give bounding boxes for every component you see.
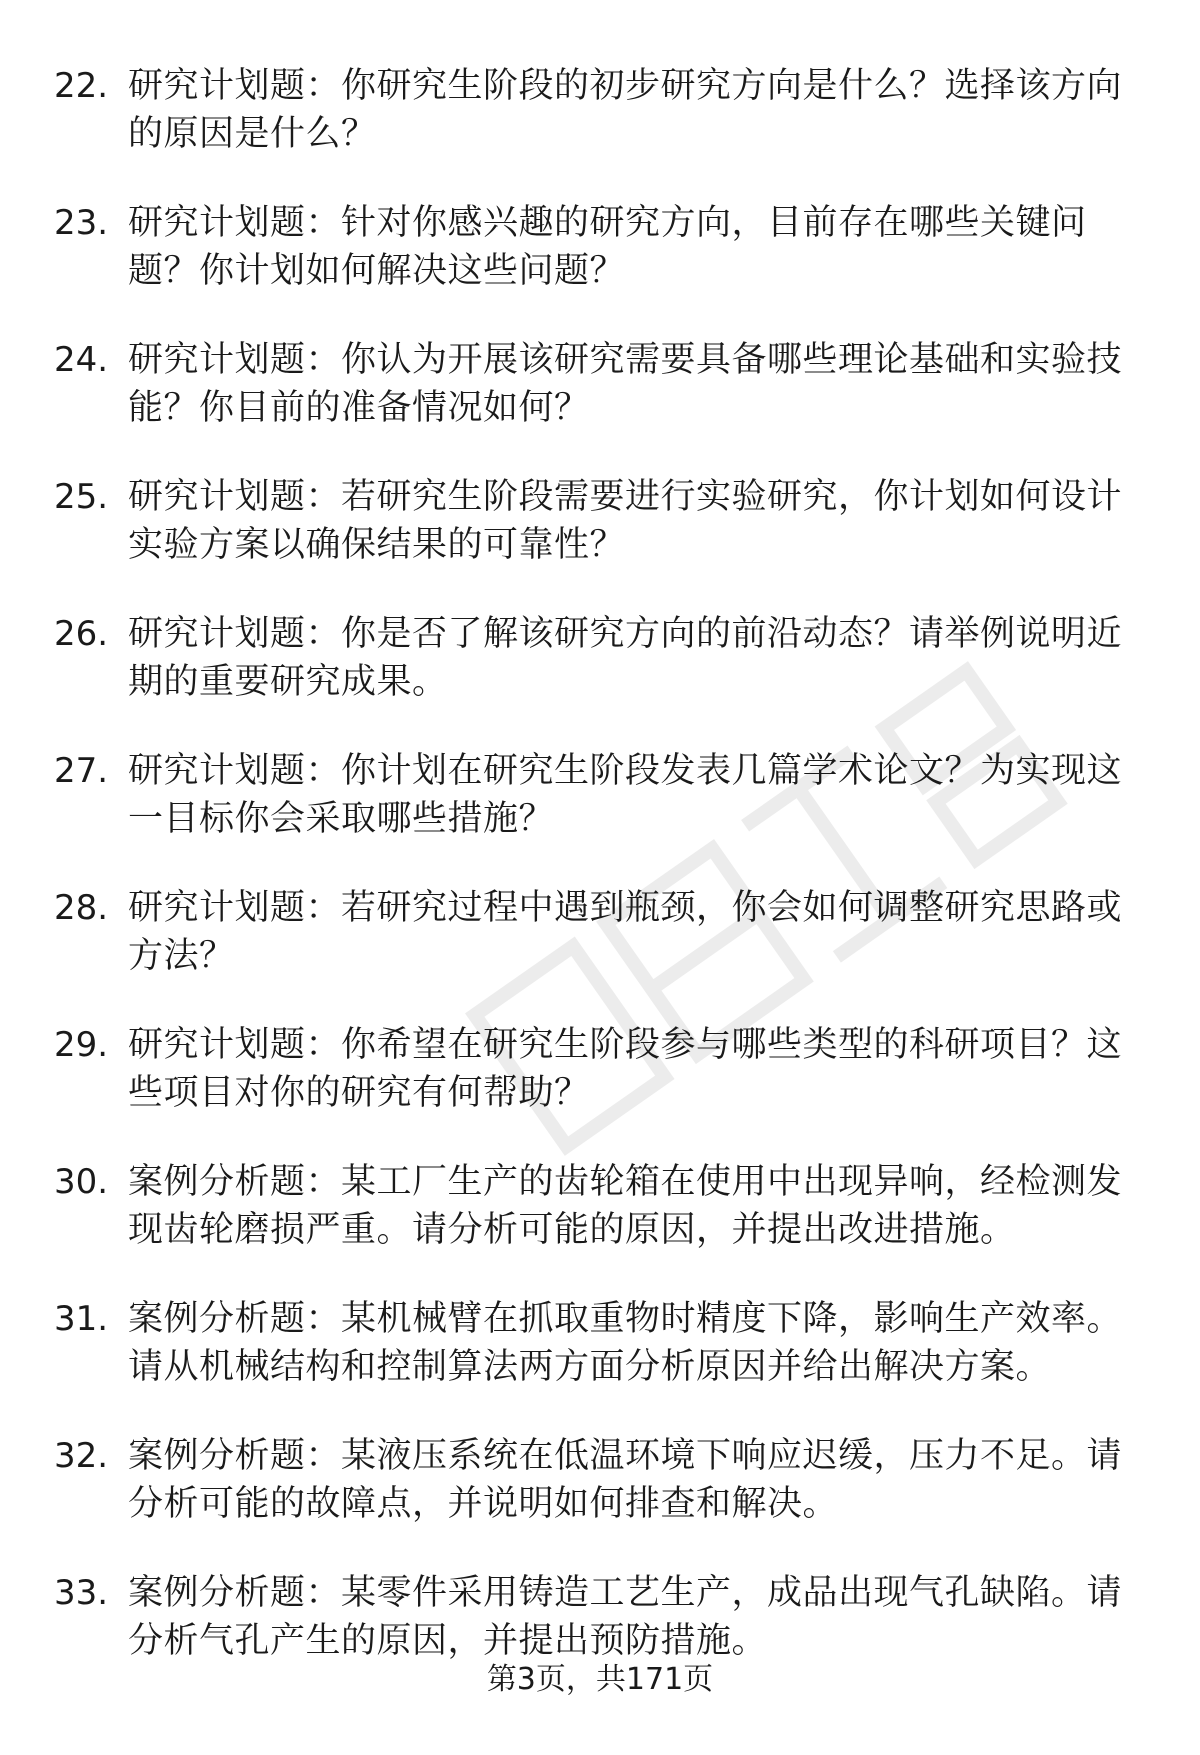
question-item-26 — [0, 610, 1200, 706]
question-item-32 — [0, 1432, 1200, 1528]
question-number: 32. — [54, 1436, 109, 1476]
question-text: 研究计划题：你是否了解该研究方向的前沿动态？请举例说明近期的重要研究成果。 — [128, 614, 1123, 702]
question-number: 29. — [54, 1025, 109, 1065]
question-item-28 — [0, 884, 1200, 980]
question-number: 26. — [54, 614, 109, 654]
question-number: 27. — [54, 751, 109, 791]
question-text: 案例分析题：某机械臂在抓取重物时精度下降，影响生产效率。请从机械结构和控制算法两方面分析原因并给出解决方案。 — [128, 1299, 1123, 1387]
question-number: 23. — [54, 203, 109, 243]
page-number-footer: 第3页，共171页 — [486, 1662, 714, 1697]
question-number: 25. — [54, 477, 109, 517]
question-number: 33. — [54, 1573, 109, 1613]
question-text: 案例分析题：某液压系统在低温环境下响应迟缓，压力不足。请分析可能的故障点，并说明如何排查和解决。 — [128, 1436, 1123, 1524]
question-item-24 — [0, 336, 1200, 432]
question-number: 30. — [54, 1162, 109, 1202]
question-number: 24. — [54, 340, 109, 380]
question-list — [0, 62, 1200, 1706]
question-number: 22. — [54, 66, 109, 106]
question-item-33 — [0, 1569, 1200, 1665]
question-item-23 — [0, 199, 1200, 295]
question-number: 28. — [54, 888, 109, 928]
question-text: 研究计划题：你研究生阶段的初步研究方向是什么？选择该方向的原因是什么？ — [128, 66, 1123, 154]
question-text: 研究计划题：你希望在研究生阶段参与哪些类型的科研项目？这些项目对你的研究有何帮助？ — [128, 1025, 1123, 1113]
question-text: 案例分析题：某工厂生产的齿轮箱在使用中出现异响，经检测发现齿轮磨损严重。请分析可能的原因，并提出改进措施。 — [128, 1162, 1123, 1250]
question-text: 研究计划题：若研究生阶段需要进行实验研究，你计划如何设计实验方案以确保结果的可靠性？ — [128, 477, 1123, 565]
question-text: 案例分析题：某零件采用铸造工艺生产，成品出现气孔缺陷。请分析气孔产生的原因，并提出预防措施。 — [128, 1573, 1123, 1661]
question-text: 研究计划题：针对你感兴趣的研究方向，目前存在哪些关键问题？你计划如何解决这些问题？ — [128, 203, 1087, 291]
question-text: 研究计划题：你认为开展该研究需要具备哪些理论基础和实验技能？你目前的准备情况如何？ — [128, 340, 1123, 428]
question-item-29 — [0, 1021, 1200, 1117]
question-item-27 — [0, 747, 1200, 843]
question-item-22 — [0, 62, 1200, 158]
question-item-31 — [0, 1295, 1200, 1391]
question-item-25 — [0, 473, 1200, 569]
question-text: 研究计划题：你计划在研究生阶段发表几篇学术论文？为实现这一目标你会采取哪些措施？ — [128, 751, 1123, 839]
question-text: 研究计划题：若研究过程中遇到瓶颈，你会如何调整研究思路或方法？ — [128, 888, 1123, 976]
question-item-30 — [0, 1158, 1200, 1254]
question-number: 31. — [54, 1299, 109, 1339]
